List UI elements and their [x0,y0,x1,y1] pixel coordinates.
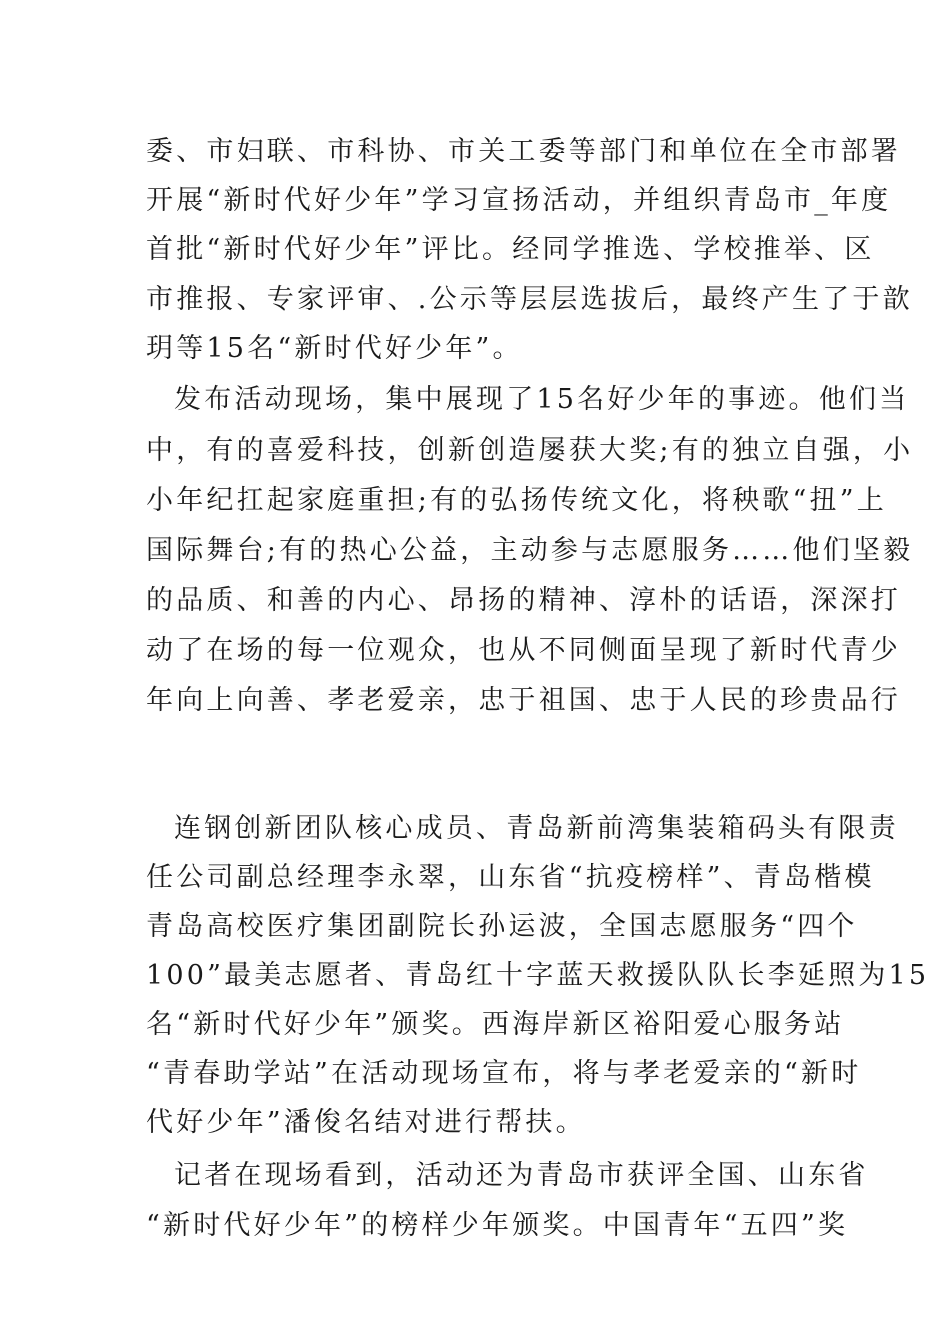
paragraph-2-line-6: 动了在场的每一位观众，也从不同侧面呈现了新时代青少 [146,635,901,666]
paragraph-2-line-5: 的品质、和善的内心、昂扬的精神、淳朴的话语，深深打 [146,585,901,616]
paragraph-1-line-1: 委、市妇联、市科协、市关工委等部门和单位在全市部署 [146,136,901,167]
paragraph-3-line-7: 代好少年”潘俊名结对进行帮扶。 [146,1107,586,1138]
paragraph-3-line-2: 任公司副总经理李永翠，山东省“抗疫榜样”、青岛楷模 [146,862,875,893]
paragraph-4-line-1: 记者在现场看到，活动还为青岛市获评全国、山东省 [174,1160,869,1191]
paragraph-3-line-5: 名“新时代好少年”颁奖。西海岸新区裕阳爱心服务站 [146,1009,845,1040]
paragraph-1-line-2: 开展“新时代好少年”学习宣扬活动，并组织青岛市_年度 [146,185,892,216]
paragraph-2-line-4: 国际舞台;有的热心公益，主动参与志愿服务……他们坚毅 [146,535,914,566]
paragraph-2-line-2: 中，有的喜爱科技，创新创造屡获大奖;有的独立自强，小 [146,435,914,466]
paragraph-2-line-3: 小年纪扛起家庭重担;有的弘扬传统文化，将秧歌“扭”上 [146,485,887,516]
paragraph-1-line-5: 玥等15名“新时代好少年”。 [146,333,523,364]
paragraph-3-line-1: 连钢创新团队核心成员、青岛新前湾集装箱码头有限责 [174,813,899,844]
paragraph-1-line-3: 首批“新时代好少年”评比。经同学推选、学校推举、区 [146,234,875,265]
paragraph-1-line-4: 市推报、专家评审、.公示等层层选拔后，最终产生了于歆 [146,284,913,315]
paragraph-3-line-3: 青岛高校医疗集团副院长孙运波，全国志愿服务“四个 [146,911,858,942]
paragraph-3-line-6: “青春助学站”在活动现场宣布，将与孝老爱亲的“新时 [146,1058,862,1089]
paragraph-2-line-7: 年向上向善、孝老爱亲，忠于祖国、忠于人民的珍贵品行 [146,685,901,716]
paragraph-4-line-2: “新时代好少年”的榜样少年颁奖。中国青年“五四”奖 [146,1210,849,1241]
paragraph-3-line-4: 100”最美志愿者、青岛红十字蓝天救援队队长李延照为15 [146,960,930,991]
paragraph-2-line-1: 发布活动现场，集中展现了15名好少年的事迹。他们当 [174,384,910,415]
